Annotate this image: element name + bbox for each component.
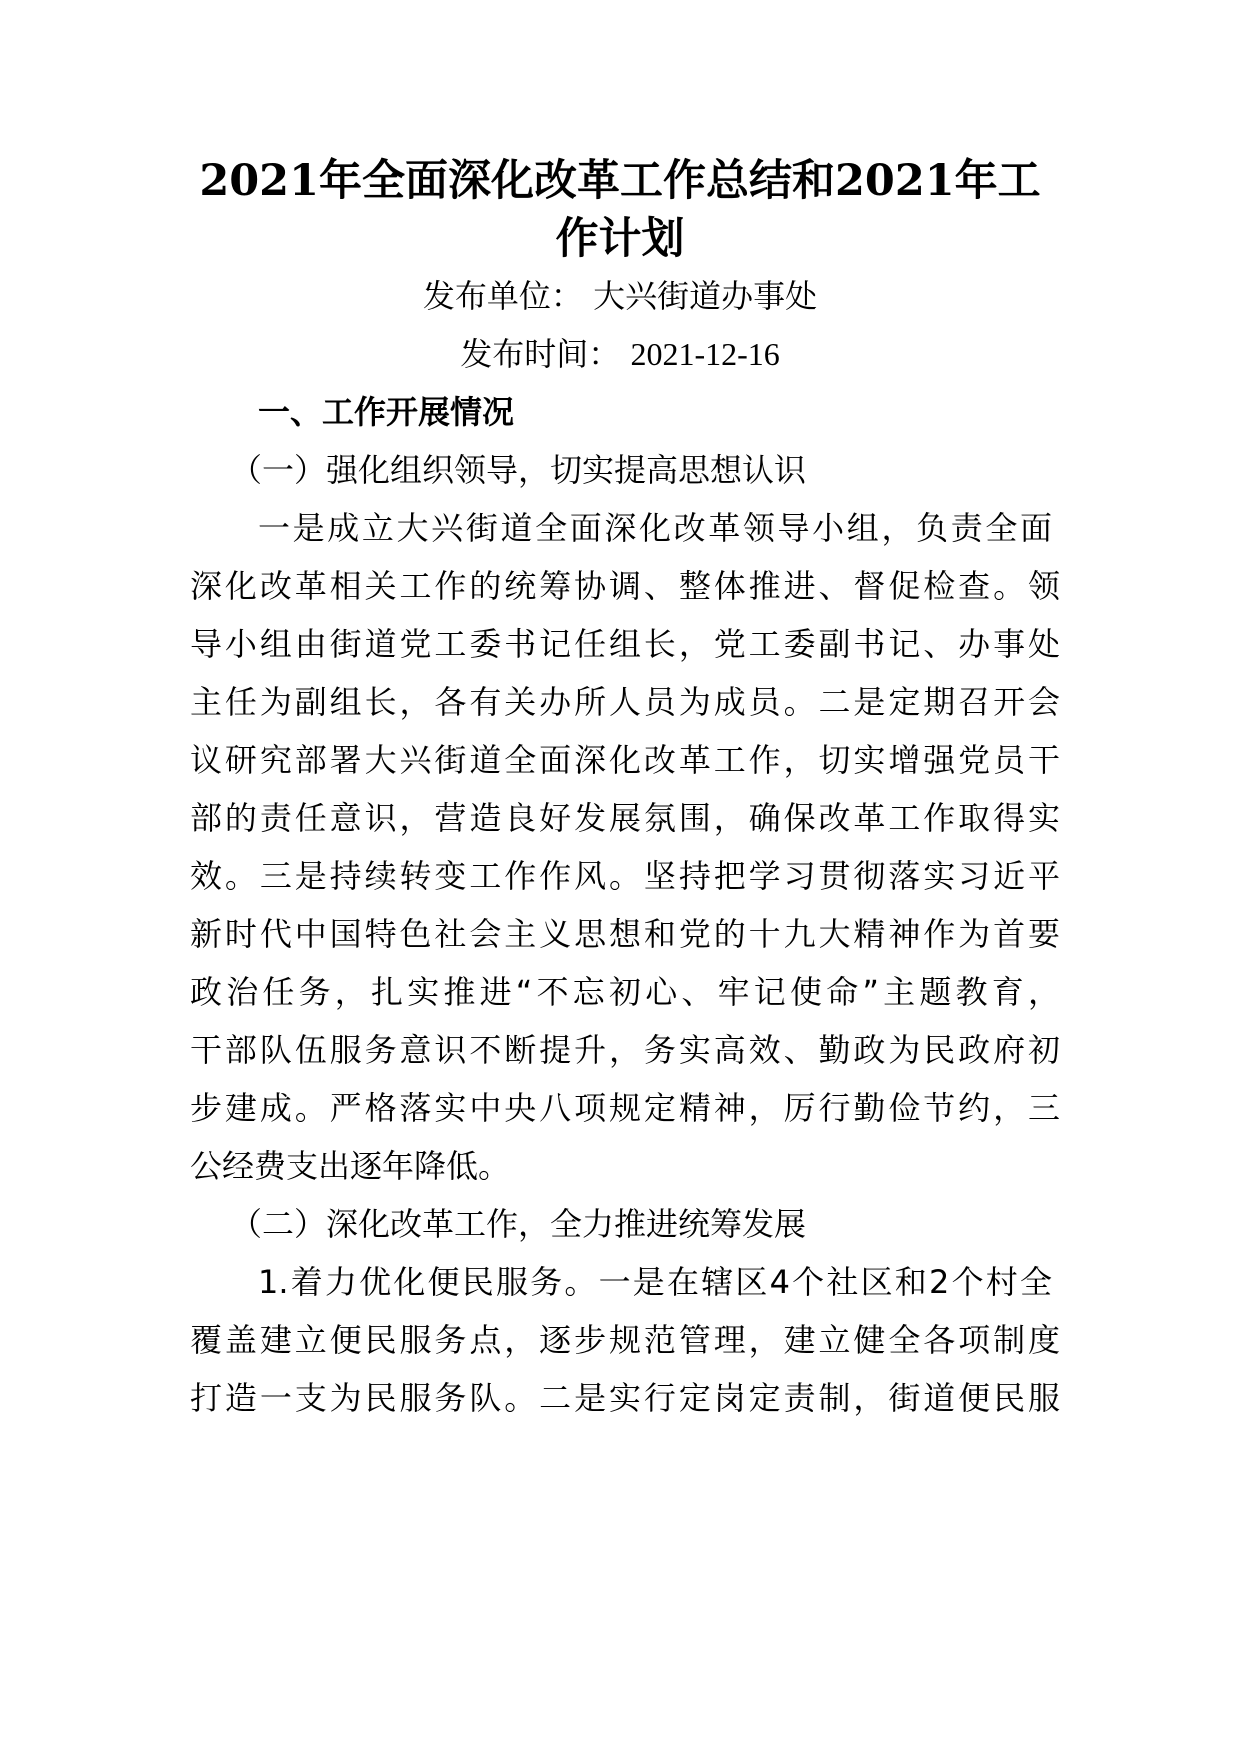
- paragraph-1-line-1: 一是成立大兴街道全面深化改革领导小组，负责全面: [258, 509, 1052, 547]
- publisher-value: 大兴街道办事处: [593, 277, 818, 315]
- paragraph-1-line-3: 导小组由街道党工委书记任组长，党工委副书记、办事处: [190, 625, 1060, 663]
- publisher-line: [180, 276, 1060, 316]
- paragraph-1-line-7: 效。三是持续转变工作作风。坚持把学习贯彻落实习近平: [190, 857, 1060, 895]
- publish-date-label: 发布时间：: [460, 335, 621, 373]
- subsection-heading-2: （二）深化改革工作，全力推进统筹发展: [230, 1205, 807, 1243]
- paragraph-1-line-2: 深化改革相关工作的统筹协调、整体推进、督促检查。领: [190, 567, 1060, 605]
- document-title-line-1: 2021年全面深化改革工作总结和2021年工: [199, 156, 1041, 206]
- document-title-line-2: 作计划: [555, 214, 685, 264]
- section-heading-1: 一、工作开展情况: [258, 393, 515, 431]
- paragraph-1-line-8: 新时代中国特色社会主义思想和党的十九大精神作为首要: [190, 915, 1060, 953]
- paragraph-1-line-4: 主任为副组长，各有关办所人员为成员。二是定期召开会: [190, 683, 1060, 721]
- paragraph-1-line-5: 议研究部署大兴街道全面深化改革工作，切实增强党员干: [190, 741, 1060, 779]
- paragraph-1-line-10: 干部队伍服务意识不断提升，务实高效、勤政为民政府初: [190, 1031, 1060, 1069]
- publish-date-line: [180, 334, 1060, 374]
- paragraph-2-line-3: 打造一支为民服务队。二是实行定岗定责制，街道便民服: [190, 1379, 1060, 1417]
- subsection-heading-1: （一）强化组织领导，切实提高思想认识: [230, 451, 807, 489]
- paragraph-1-line-11: 步建成。严格落实中央八项规定精神，厉行勤俭节约，三: [190, 1089, 1060, 1127]
- publisher-label: 发布单位：: [422, 277, 583, 315]
- paragraph-1-line-6: 部的责任意识，营造良好发展氛围，确保改革工作取得实: [190, 799, 1060, 837]
- paragraph-1-line-12: 公经费支出逐年降低。: [190, 1147, 511, 1185]
- publish-date-value: 2021-12-16: [630, 336, 780, 372]
- paragraph-2-line-2: 覆盖建立便民服务点，逐步规范管理，建立健全各项制度: [190, 1321, 1060, 1359]
- paragraph-1-line-9: 政治任务，扎实推进“不忘初心、牢记使命”主题教育，: [190, 973, 1060, 1011]
- paragraph-2-line-1: 1.着力优化便民服务。一是在辖区4个社区和2个村全: [258, 1263, 1052, 1301]
